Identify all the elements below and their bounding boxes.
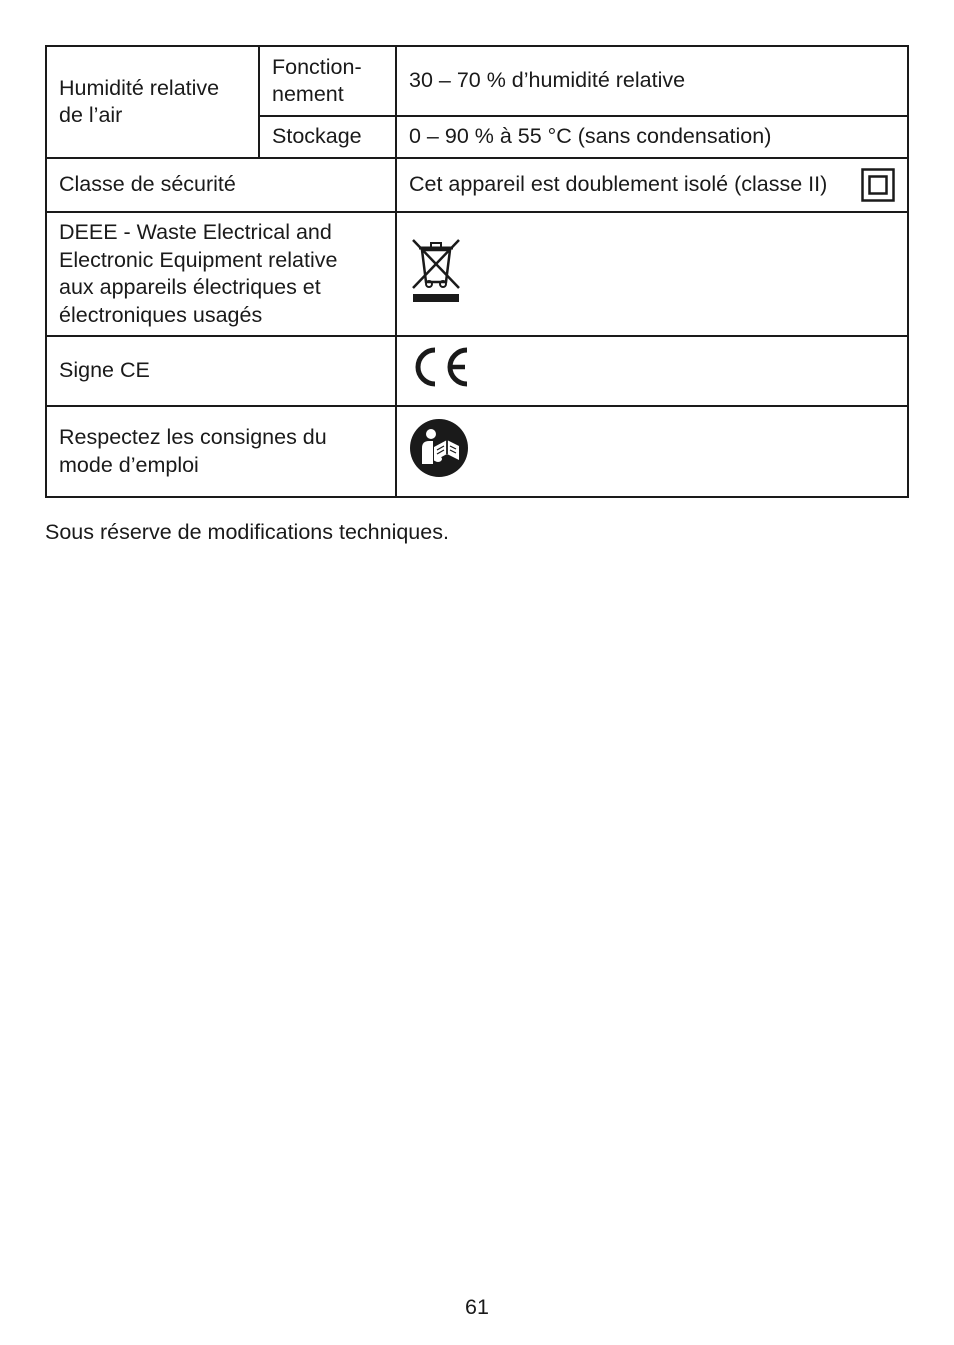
storage-label: Stockage bbox=[259, 116, 396, 158]
storage-value: 0 – 90 % à 55 °C (sans condensation) bbox=[396, 116, 908, 158]
table-row bbox=[46, 406, 908, 497]
safety-class-value: Cet appareil est doublement isolé (classe II) bbox=[409, 172, 828, 197]
specifications-table bbox=[45, 45, 909, 498]
ce-icon-cell bbox=[396, 336, 908, 406]
ce-mark-icon bbox=[409, 345, 471, 389]
table-row bbox=[46, 212, 908, 336]
weee-icon-cell bbox=[396, 212, 908, 336]
technical-changes-note: Sous réserve de modifications techniques. bbox=[45, 520, 449, 544]
weee-label: DEEE - Waste Electrical and Electronic Equipment relative aux appareils électriques et électroniques usagés bbox=[46, 212, 396, 336]
table-row bbox=[46, 336, 908, 406]
manual-icon-cell bbox=[396, 406, 908, 497]
table-row bbox=[46, 158, 908, 212]
read-manual-icon bbox=[409, 418, 469, 478]
page-number: 61 bbox=[465, 1295, 489, 1319]
table-row bbox=[46, 46, 908, 116]
safety-class-cell bbox=[396, 158, 908, 212]
crossed-bin-icon bbox=[409, 236, 463, 304]
manual-label: Respectez les consignes du mode d’emploi bbox=[46, 406, 396, 497]
humidity-label: Humidité relative de l’air bbox=[46, 46, 259, 158]
safety-class-label: Classe de sécurité bbox=[46, 158, 396, 212]
operation-value: 30 – 70 % d’humidité relative bbox=[396, 46, 908, 116]
operation-label: Fonction- nement bbox=[259, 46, 396, 116]
double-insulation-icon bbox=[861, 168, 895, 202]
ce-label: Signe CE bbox=[46, 336, 396, 406]
